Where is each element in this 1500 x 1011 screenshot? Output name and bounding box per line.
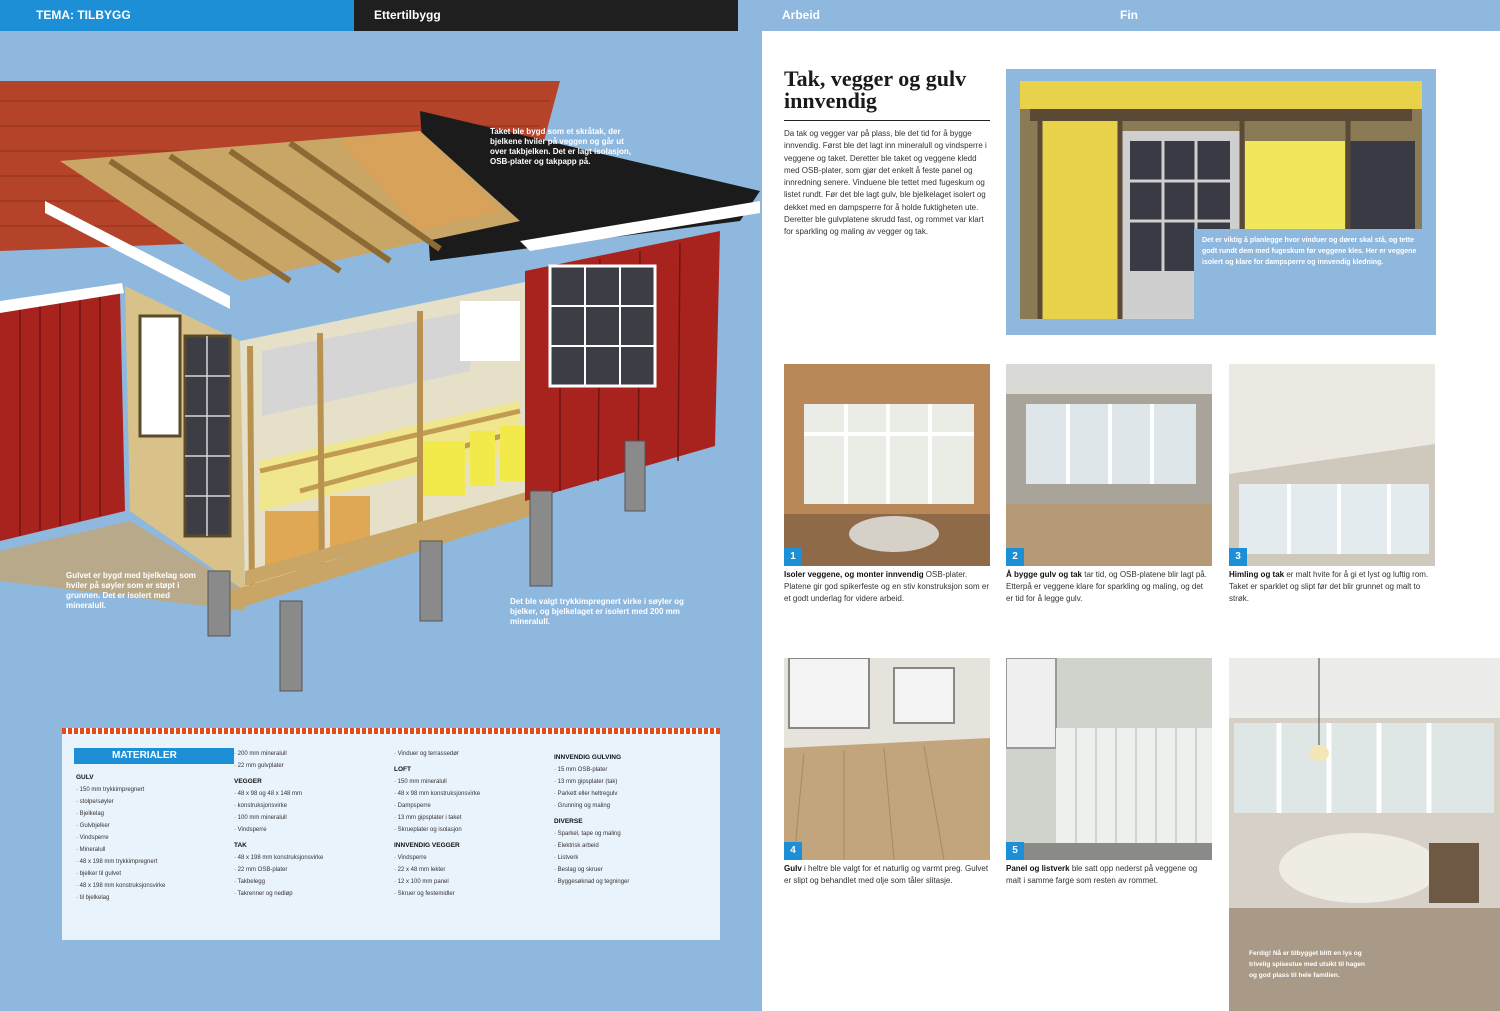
photo-1-text: OSB-plater. Platene gir god spikerfeste og en stiv konstruksjon som er et godt underlag for videre arbeid.: [784, 570, 989, 603]
photo-3-image: [1229, 364, 1435, 566]
photo-4-lead: Gulv: [784, 864, 802, 873]
factbox-item: · Takbelegg: [234, 879, 265, 885]
photo-5-lead: Panel og listverk: [1006, 864, 1070, 873]
photo-1-image: [784, 364, 990, 566]
left-page: [0, 31, 762, 1011]
factbox-item: · 150 mm mineralull: [394, 779, 447, 785]
factbox-item: · 22 x 48 mm lekter: [394, 867, 446, 873]
photo-4-text: i heltre ble valgt for et naturlig og varmt preg. Gulvet er slipt og behandlet med olje som tåler slitasje.: [784, 864, 989, 885]
factbox-item: · til bjelkelag: [76, 895, 110, 901]
factbox-item: · Bjelkelag: [76, 811, 105, 817]
factbox-group-heading: INNVENDIG GULVING: [554, 754, 622, 761]
factbox-column-3: [394, 748, 549, 900]
factbox-group-heading: GULV: [76, 774, 94, 781]
photo-2-number: 2: [1006, 548, 1024, 566]
factbox-item: · Vinduer og terrassedør: [394, 751, 459, 757]
photo-2-text: tar tid, og OSB-platene blir lagt på. Etterpå er veggene klare for sparkling og maling, og det er tid for å legge gulv.: [1006, 570, 1207, 603]
factbox-group-heading: TAK: [234, 842, 247, 849]
factbox-item: · Takrenner og nedløp: [234, 891, 293, 897]
factbox-heading: MATERIALER: [74, 748, 234, 764]
factbox-group-heading: LOFT: [394, 766, 411, 773]
photo-5: [1006, 658, 1212, 860]
photo-3-number: 3: [1229, 548, 1247, 566]
big-photo-panel: [1006, 69, 1436, 335]
right-topic-label: Fin: [1120, 8, 1138, 22]
factbox-item: · Vindsperre: [76, 835, 109, 841]
photo-5-text: ble satt opp nederst på veggene og malt i samme farge som resten av rommet.: [1006, 864, 1198, 885]
factbox-item: · konstruksjonsvirke: [234, 803, 288, 809]
photo-4-number: 4: [784, 842, 802, 860]
factbox-item: · Beslag og skruer: [554, 867, 603, 873]
materials-factbox: [62, 728, 720, 940]
section-label: TEMA: TILBYGG: [36, 8, 131, 22]
photo-4-caption: [784, 863, 990, 887]
big-photo-caption: Det er viktig å planlegge hvor vinduer og dører skal stå, og tette godt rundt dem med fugeskum før veggene kles. Her er veggene isolert og klare for dampsperre og innvendig kledning.: [1194, 229, 1430, 321]
photo-5-number: 5: [1006, 842, 1024, 860]
factbox-item: · Vindsperre: [234, 827, 267, 833]
factbox-item: · 48 x 98 mm konstruksjonsvirke: [394, 791, 481, 797]
photo-1-caption: [784, 569, 990, 605]
photo-3: [1229, 364, 1435, 566]
photo-4: [784, 658, 990, 860]
factbox-item: · 22 mm gulvplater: [234, 763, 284, 769]
photo-3-lead: Himling og tak: [1229, 570, 1285, 579]
factbox-item: · Vindsperre: [394, 855, 427, 861]
factbox-item: · Mineralull: [76, 847, 106, 853]
photo-2-caption: [1006, 569, 1212, 605]
factbox-column-4: [554, 748, 714, 888]
photo-1-number: 1: [784, 548, 802, 566]
right-page: [762, 31, 1500, 1011]
factbox-item: · Gulvbjelker: [76, 823, 110, 829]
factbox-group-heading: DIVERSE: [554, 818, 583, 825]
factbox-item: · Skrueplater og isolasjon: [394, 827, 462, 833]
factbox-column-2: [234, 748, 389, 900]
factbox-item: · Parkett eller heltregulv: [554, 791, 618, 797]
factbox-item: · Byggesøknad og tegninger: [554, 879, 630, 885]
factbox-item: · 48 x 98 og 48 x 148 mm: [234, 791, 303, 797]
article-body: Da tak og vegger var på plass, ble det tid for å bygge innvendig. Først ble det lagt inn mineralull og vindsperre i veggene og taket. Deretter ble taket og veggene kledd med OSB-plater, som gjør det enkelt å feste panel og innredning senere. Vinduene ble tettet med fugeskum og listet rundt. Før det ble lagt gulv, ble bjelkelaget isolert og dekket med en dampsperre for å holde fuktigheten ute. Deretter ble gulvplatene skrudd fast, og rommet var klart for sparkling og maling av vegger og tak.: [784, 129, 987, 237]
article-title: Tak, vegger og gulv innvendig: [784, 66, 967, 113]
factbox-item: · 12 x 100 mm panel: [394, 879, 449, 885]
header-bar-right: [762, 0, 1500, 31]
photo-1-lead: Isoler veggene, og monter innvendig: [784, 570, 924, 579]
factbox-item: · Grunning og maling: [554, 803, 611, 809]
photo-6: [1229, 658, 1500, 1011]
factbox-item: · 15 mm OSB-plater: [554, 767, 608, 773]
photo-5-caption: [1006, 863, 1212, 887]
factbox-item: · 48 x 198 mm konstruksjonsvirke: [234, 855, 324, 861]
factbox-item: · Dampsperre: [394, 803, 431, 809]
factbox-group-heading: INNVENDIG VEGGER: [394, 842, 460, 849]
factbox-group-heading: VEGGER: [234, 778, 262, 785]
factbox-item: · 13 mm gipsplater i taket: [394, 815, 462, 821]
factbox-stripe: [62, 728, 720, 734]
factbox-item: · Skruer og festemidler: [394, 891, 455, 897]
photo-3-caption: [1229, 569, 1435, 605]
photo-4-image: [784, 658, 990, 860]
photo-5-image: [1006, 658, 1212, 860]
photo-6-caption: Ferdig! Nå er tilbygget blitt en lys og trivelig spisestue med utsikt til hagen og god plass til hele familien.: [1249, 950, 1365, 979]
factbox-item: · 48 x 198 mm konstruksjonsvirke: [76, 883, 166, 889]
factbox-item: · bjelker til gulvet: [76, 871, 122, 877]
factbox-item: · 150 mm trykkimpregnert: [76, 787, 145, 793]
header-bar-left: [0, 0, 738, 31]
factbox-item: · 22 mm OSB-plater: [234, 867, 288, 873]
factbox-column-1: [76, 768, 231, 904]
topic-label: Ettertilbygg: [374, 8, 441, 22]
callout-floor: Gulvet er bygd med bjelkelag som hviler på søyler som er støpt i grunnen. Det er isolert med mineralull.: [66, 571, 196, 610]
right-section-label: Arbeid: [782, 8, 821, 22]
factbox-item: · 48 x 198 mm trykkimpregnert: [76, 859, 158, 865]
photo-1: [784, 364, 990, 566]
callout-roof: Taket ble bygd som et skråtak, der bjelkene hviler på veggen og går ut over takbjelken. Det er lagt isolasjon, OSB-plater og takpapp på.: [490, 127, 631, 166]
photo-2-image: [1006, 364, 1212, 566]
factbox-item: · Elektrisk arbeid: [554, 843, 599, 849]
factbox-item: · 13 mm gipsplater (tak): [554, 779, 618, 785]
title-rule: [784, 120, 990, 121]
photo-2-lead: Å bygge gulv og tak: [1006, 570, 1083, 579]
factbox-item: · 200 mm mineralull: [234, 751, 287, 757]
factbox-item: · Listverk: [554, 855, 579, 861]
photo-3-text: er malt hvite for å gi et lyst og luftig rom. Taket er sparklet og slipt før det blir grunnet og malt to strøk.: [1229, 570, 1429, 603]
factbox-item: · 100 mm mineralull: [234, 815, 287, 821]
factbox-item: · stolpe/søyler: [76, 799, 114, 805]
callout-posts: Det ble valgt trykkimpregnert virke i søyler og bjelker, og bjelkelaget er isolert med 200 mm mineralull.: [510, 597, 684, 626]
photo-2: [1006, 364, 1212, 566]
factbox-item: · Sparkel, tape og maling: [554, 831, 621, 837]
